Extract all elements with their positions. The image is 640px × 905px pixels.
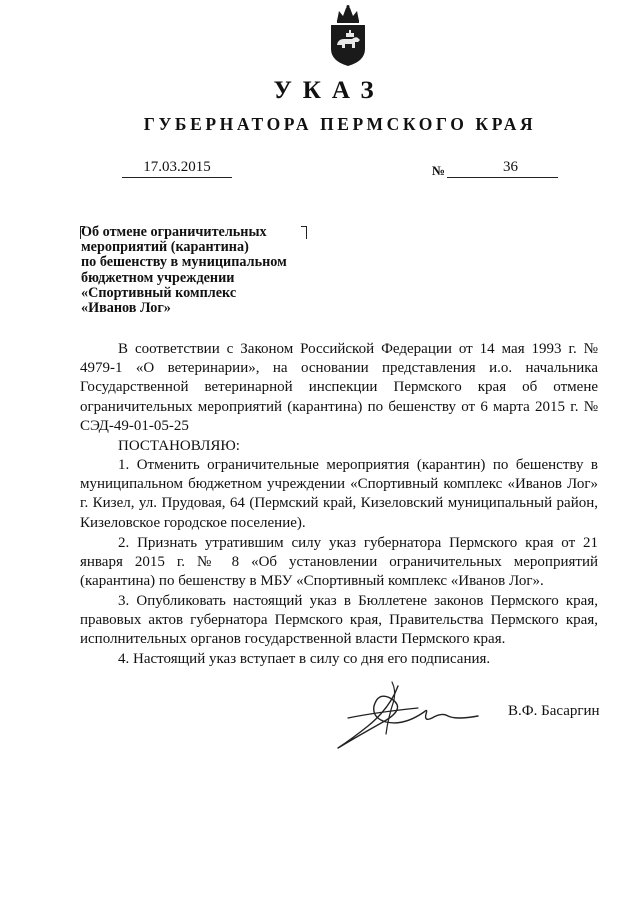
issuing-authority: ГУБЕРНАТОРА ПЕРМСКОГО КРАЯ bbox=[143, 114, 537, 134]
decree-item-3: 3. Опубликовать настоящий указ в Бюллетене законов Пермского края, правовых актов губернатора Пермского края, Правительства Пермского края, исполнительных органов государственной власти Пермского края. bbox=[80, 593, 598, 648]
signer-name: В.Ф. Басаргин bbox=[508, 703, 600, 719]
number-sign: № bbox=[432, 163, 446, 178]
document-heading bbox=[81, 225, 321, 316]
heading-line: бюджетном учреждении bbox=[81, 269, 235, 286]
heading-line: Об отмене ограничительных bbox=[81, 224, 267, 240]
heading-line: по бешенству в муниципальном bbox=[81, 254, 287, 271]
document-number: 36 bbox=[447, 157, 558, 178]
handwritten-signature-icon bbox=[328, 678, 488, 758]
decree-word: ПОСТАНОВЛЯЮ: bbox=[118, 438, 240, 454]
preamble-paragraph: В соответствии с Законом Российской Федерации от 14 мая 1993 г. № 4979-1 «О ветеринарии», на основании представления и.о. начальника Государственной ветеринарной инспекции Пермского края об отмене ограничительных мероприятий (карантина) по бешенству от 6 марта 2015 г. № СЭД-49-01-05-25 bbox=[80, 341, 598, 434]
perm-krai-coat-of-arms-icon bbox=[325, 5, 371, 67]
heading-line: «Спортивный комплекс bbox=[81, 284, 237, 301]
document-type-title: УКАЗ bbox=[273, 77, 385, 104]
decree-item-2: 2. Признать утратившим силу указ губернатора Пермского края от 21 января 2015 г. № 8 «Об установлении ограничительных мероприятий (карантина) по бешенству в МБУ «Спортивный комплекс «Иванов Лог». bbox=[80, 535, 598, 590]
decree-item-4: 4. Настоящий указ вступает в силу со дня его подписания. bbox=[118, 651, 491, 667]
heading-line: мероприятий (карантина) bbox=[81, 239, 249, 256]
decree-item-1: 1. Отменить ограничительные мероприятия (карантин) по бешенству в муниципальном бюджетном учреждении «Спортивный комплекс «Иванов Лог» г. Кизел, ул. Прудовая, 64 (Пермский край, Кизеловский муниципальный район, Кизеловское городское поселение). bbox=[80, 457, 598, 531]
heading-line: «Иванов Лог» bbox=[81, 300, 171, 317]
document-date: 17.03.2015 bbox=[122, 157, 232, 178]
